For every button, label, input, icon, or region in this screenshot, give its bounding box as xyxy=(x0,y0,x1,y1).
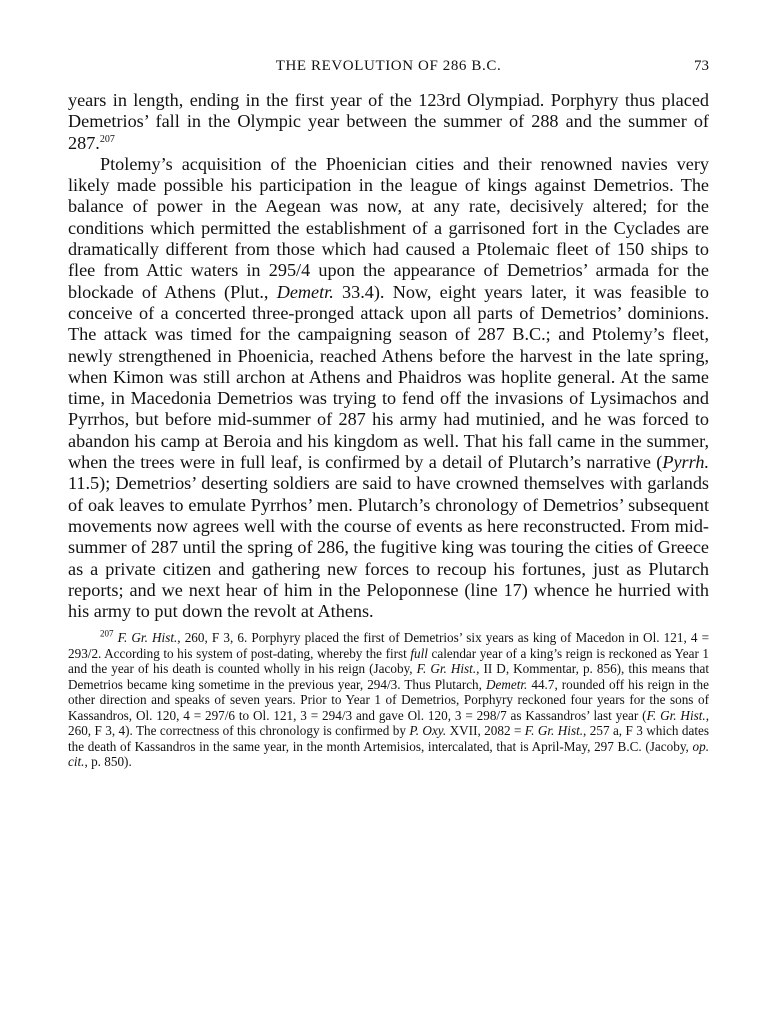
running-head xyxy=(68,58,709,80)
paragraph-2-segment: Ptolemy’s acquisition of the Phoenician cities and their renowned navies very likely made possible his participation in the league of kings against Demetrios. The balance of power in the Aegean was now, at any rate, decisively altered; for the conditions which permitted the establishment of a garrisoned fort in the Cyclades are dramatically different from those which had caused a Ptolemaic fleet of 150 ships to flee from Attic waters in 295/4 upon the appearance of Demetrios’ armada for the blockade of Athens (Plut., xyxy=(68,153,709,302)
footnote-segment: (Jacoby, xyxy=(641,738,693,754)
emphasis-italic: full xyxy=(410,645,428,661)
paragraph-2 xyxy=(68,154,709,623)
paragraph-2-segment: 11.5); Demetrios’ deserting soldiers are said to have crowned themselves with garlands of oak leaves to emulate Pyrrhos’ men. Plutarch’s chronology of Demetrios’ subsequent movements now agrees well with the course of events as here reconstructed. From mid-summer of 287 until the spring of 286, the fugitive king was touring the cities of Greece as a private citizen and gathering new forces to recoup his fortunes, just as Plutarch reports; and we next hear of him in the Peloponnese (line 17) whence he hurried with his army to put down the revolt at Athens. xyxy=(68,473,709,622)
footnote-207 xyxy=(68,630,709,770)
paragraph-1-text: years in length, ending in the first year of the 123rd Olympiad. Porphyry thus placed Demetrios’ fall in the Olympic year between the summer of 288 and the summer of 287. xyxy=(68,90,709,153)
running-title: THE REVOLUTION OF 286 B.C. xyxy=(275,58,502,74)
citation-italic: F. Gr. Hist. xyxy=(416,661,477,676)
citation-italic: Pyrrh. xyxy=(662,452,709,473)
citation-italic: op. cit. xyxy=(68,738,710,769)
footnote-ref-207: 207 xyxy=(99,133,115,145)
citation-italic: F. Gr. Hist. xyxy=(646,707,706,723)
footnote-segment: 44.7, rounded off his reign in the other direction and speaks of seven years. Prior to Year 1 of Demetrios, Porphyry reckoned four years for the sons of Kassandros, Ol. 120, 4 = 297/6 to Ol. 121, 3 = 294/3 and gave Ol. 120, 3 = 298/7 as Kassandros’ last year ( xyxy=(68,676,709,723)
citation-italic: F. Gr. Hist. xyxy=(117,630,178,645)
citation-italic: Demetr. xyxy=(485,676,528,692)
era-abbreviation: B.C. xyxy=(512,324,546,345)
page-number: 73 xyxy=(694,58,709,74)
footnote-segment: , 257 a, F 3 which dates the death of Kassandros in the same year, in the month Artemisios, intercalated, that is April-May, 297 xyxy=(68,723,709,754)
era-abbreviation: B.C. xyxy=(617,738,642,754)
citation-italic: P. Oxy. xyxy=(409,723,447,738)
footnote-segment: calendar year of a king’s reign is reckoned as Year 1 and the year of his death is counted wholly in his reign (Jacoby, xyxy=(68,645,709,676)
citation-italic: F. Gr. Hist. xyxy=(524,723,584,738)
body-text xyxy=(68,90,709,622)
footnote-segment: , II D, Kommentar, p. 856), this means that Demetrios became king sometime in the previous year, 294/3. Thus Plutarch, xyxy=(68,661,709,692)
paragraph-2-segment: 33.4). Now, eight years later, it was feasible to conceive of a concerted three-pronged attack upon all parts of Demetrios’ dominions. The attack was timed for the campaigning season of 287 xyxy=(68,281,709,345)
citation-italic: Demetr. xyxy=(276,281,334,302)
footnote-segment: XVII, 2082 = xyxy=(446,723,525,738)
footnote-number: 207 xyxy=(100,628,114,639)
paragraph-2-segment: ; and Ptolemy’s fleet, newly strengthened in Phoenicia, reached Athens before the harvest in the late spring, when Kimon was still archon at Athens and Phaidros was hoplite general. At the same time, in Macedonia Demetrios was trying to fend off the invasions of Lysimachos and Pyrrhos, but before mid-summer of 287 his army had mutinied, and he was forced to abandon his camp at Beroia and his kingdom as well. That his fall came in the summer, when the trees were in full leaf, is confirmed by a detail of Plutarch’s narrative ( xyxy=(68,324,709,473)
footnote-text xyxy=(68,630,709,770)
footnote-segment: , p. 850). xyxy=(84,754,132,769)
paragraph-1 xyxy=(68,90,709,154)
footnote-segment: , 260, F 3, 6. Porphyry placed the first of Demetrios’ six years as king of Macedon in Ol. 121, 4 = 293/2. According to his system of post-dating, whereby the first xyxy=(68,630,710,661)
footnote-segment: , 260, F 3, 4). The correctness of this chronology is confirmed by xyxy=(68,707,710,738)
